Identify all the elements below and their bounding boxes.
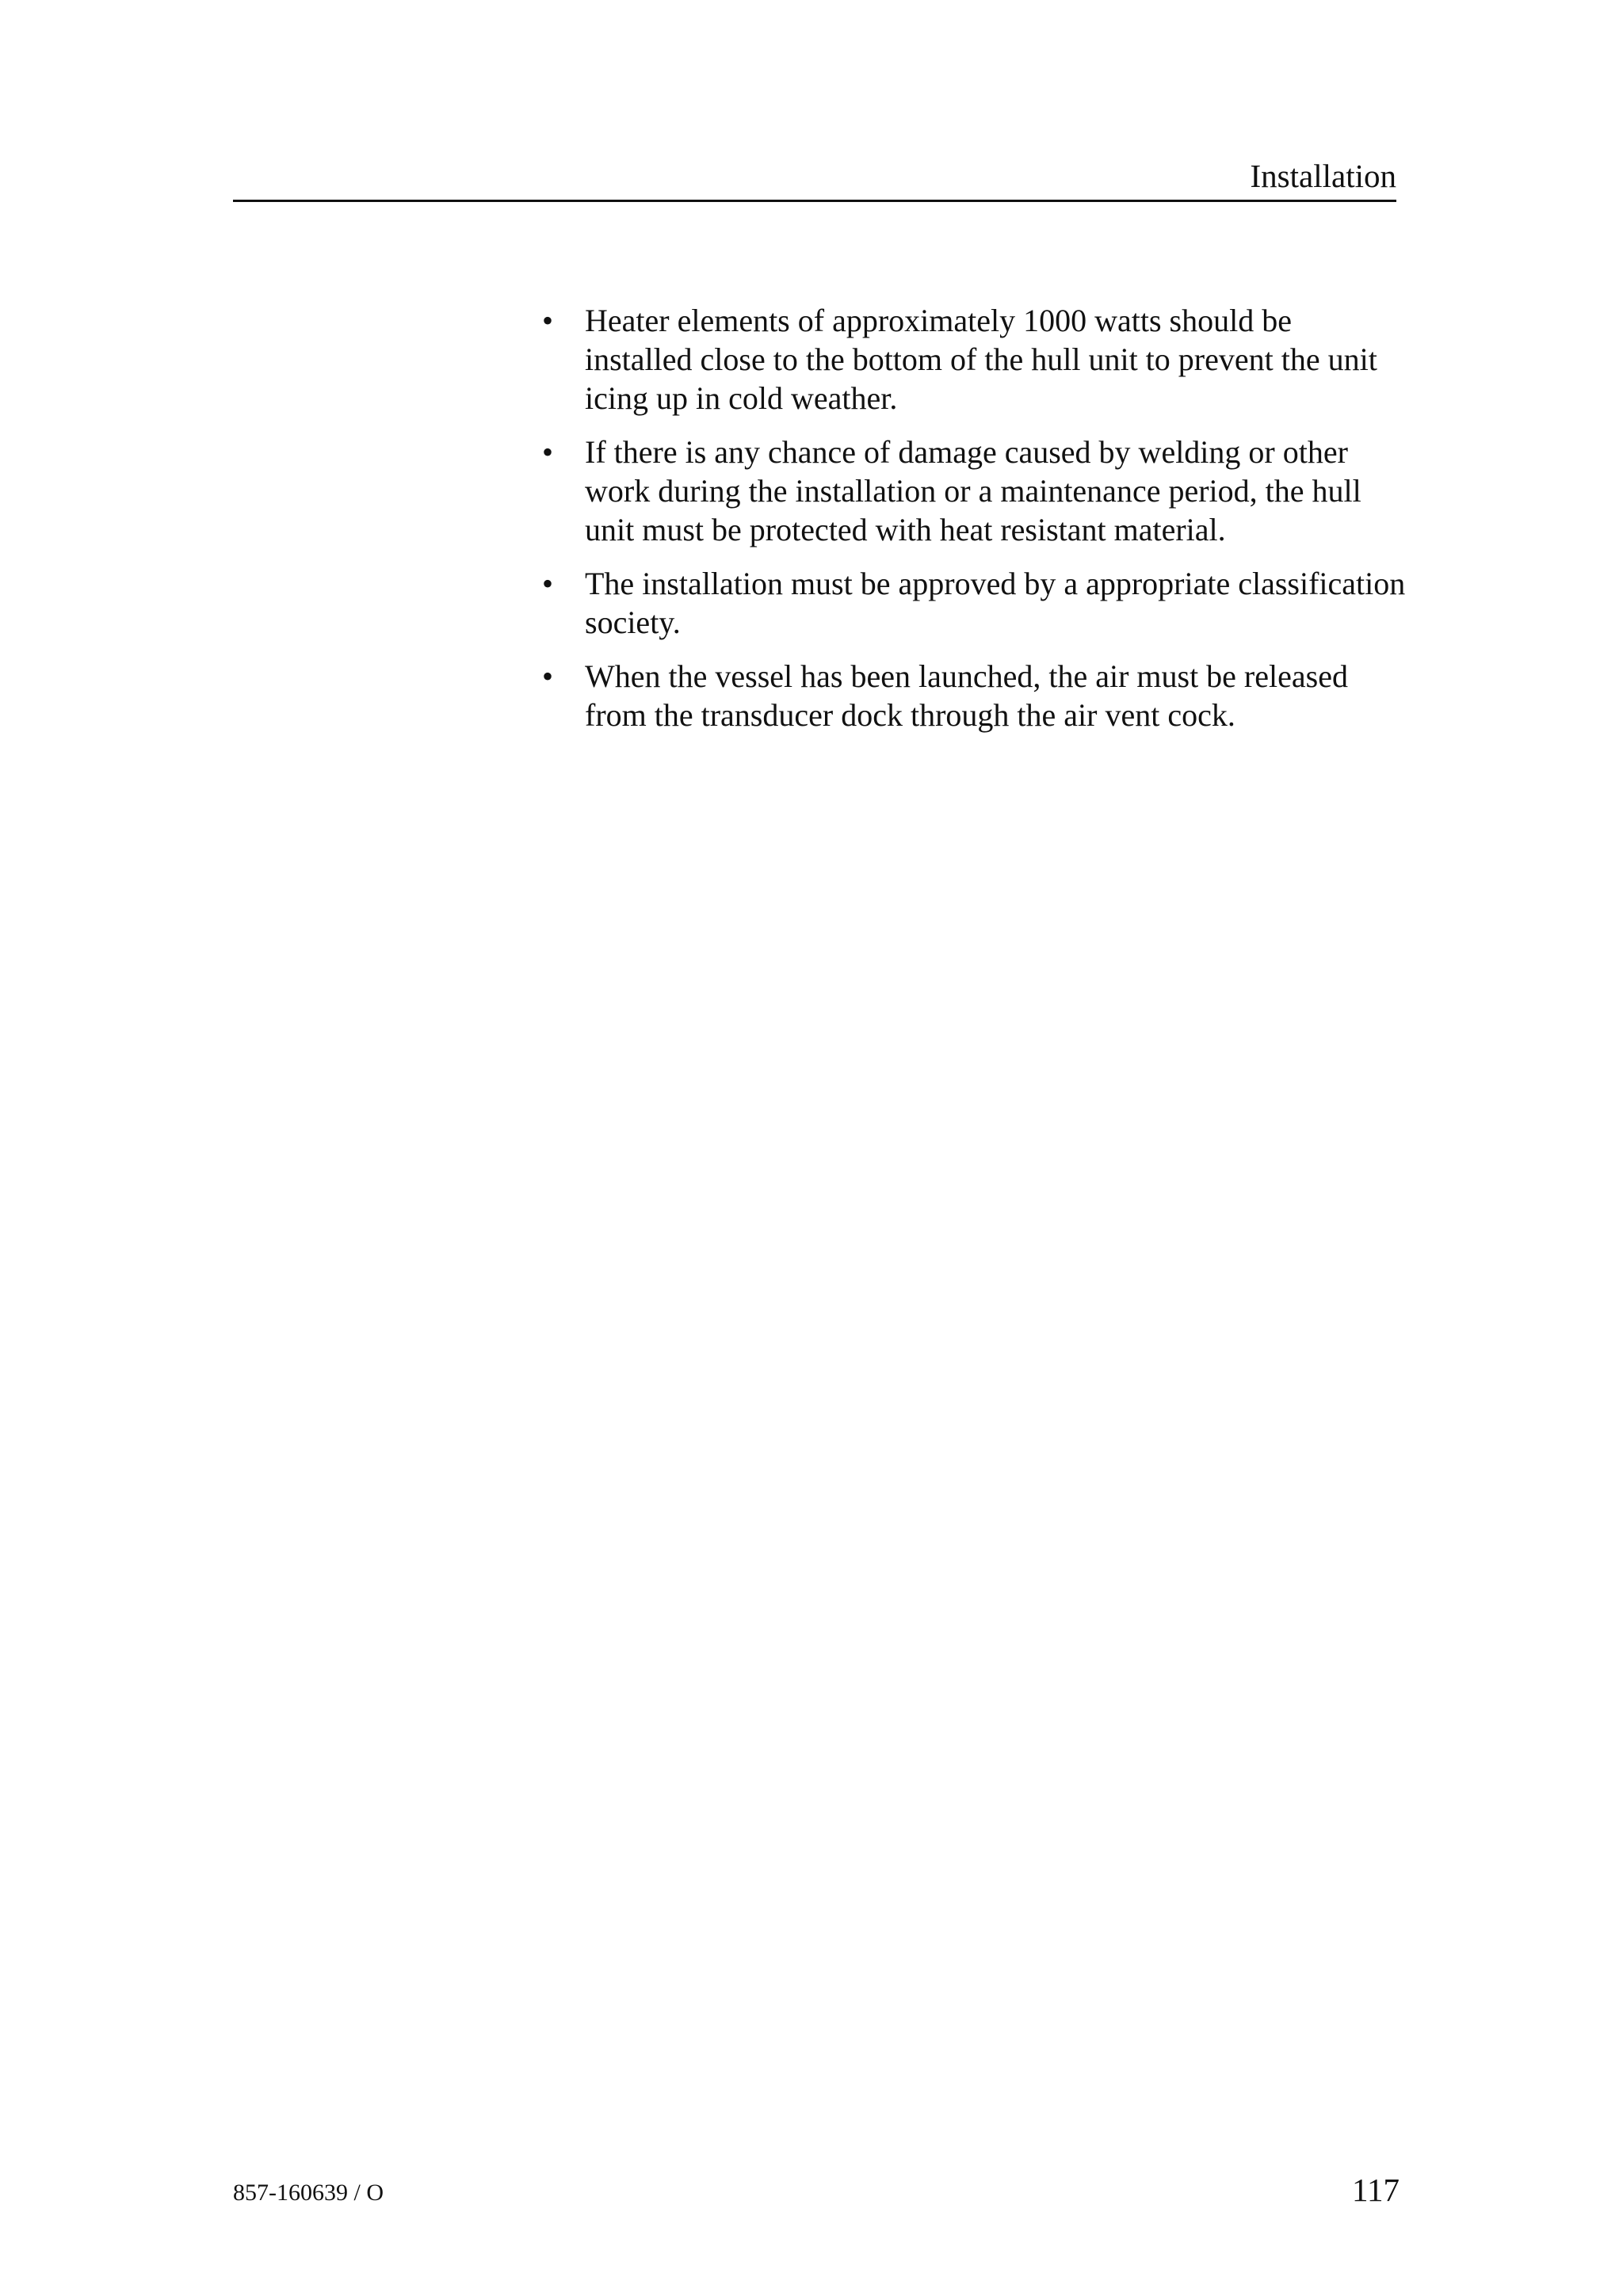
page-number: 117 bbox=[1352, 2172, 1400, 2208]
document-number: 857-160639 / O bbox=[233, 2180, 384, 2206]
running-header: Installation bbox=[1250, 158, 1396, 194]
bullet-icon: • bbox=[542, 566, 554, 601]
bullet-icon: • bbox=[542, 303, 554, 338]
list-item-text: The installation must be approved by a appropriate classification society. bbox=[585, 566, 1406, 640]
bullet-list bbox=[542, 301, 1406, 749]
list-item-text: Heater elements of approximately 1000 watts should be installed close to the bottom of the hull unit to prevent the unit icing up in cold weather. bbox=[585, 303, 1377, 416]
list-item-text: If there is any chance of damage caused by welding or other work during the installation or a maintenance period, the hull unit must be protected with heat resistant material. bbox=[585, 434, 1361, 547]
list-item bbox=[542, 564, 1406, 642]
list-item-text: When the vessel has been launched, the air must be released from the transducer dock through the air vent cock. bbox=[585, 658, 1348, 733]
list-item bbox=[542, 301, 1406, 418]
bullet-icon: • bbox=[542, 434, 554, 470]
bullet-icon: • bbox=[542, 658, 554, 694]
header-rule bbox=[233, 200, 1396, 202]
list-item bbox=[542, 433, 1406, 549]
list-item bbox=[542, 657, 1406, 734]
